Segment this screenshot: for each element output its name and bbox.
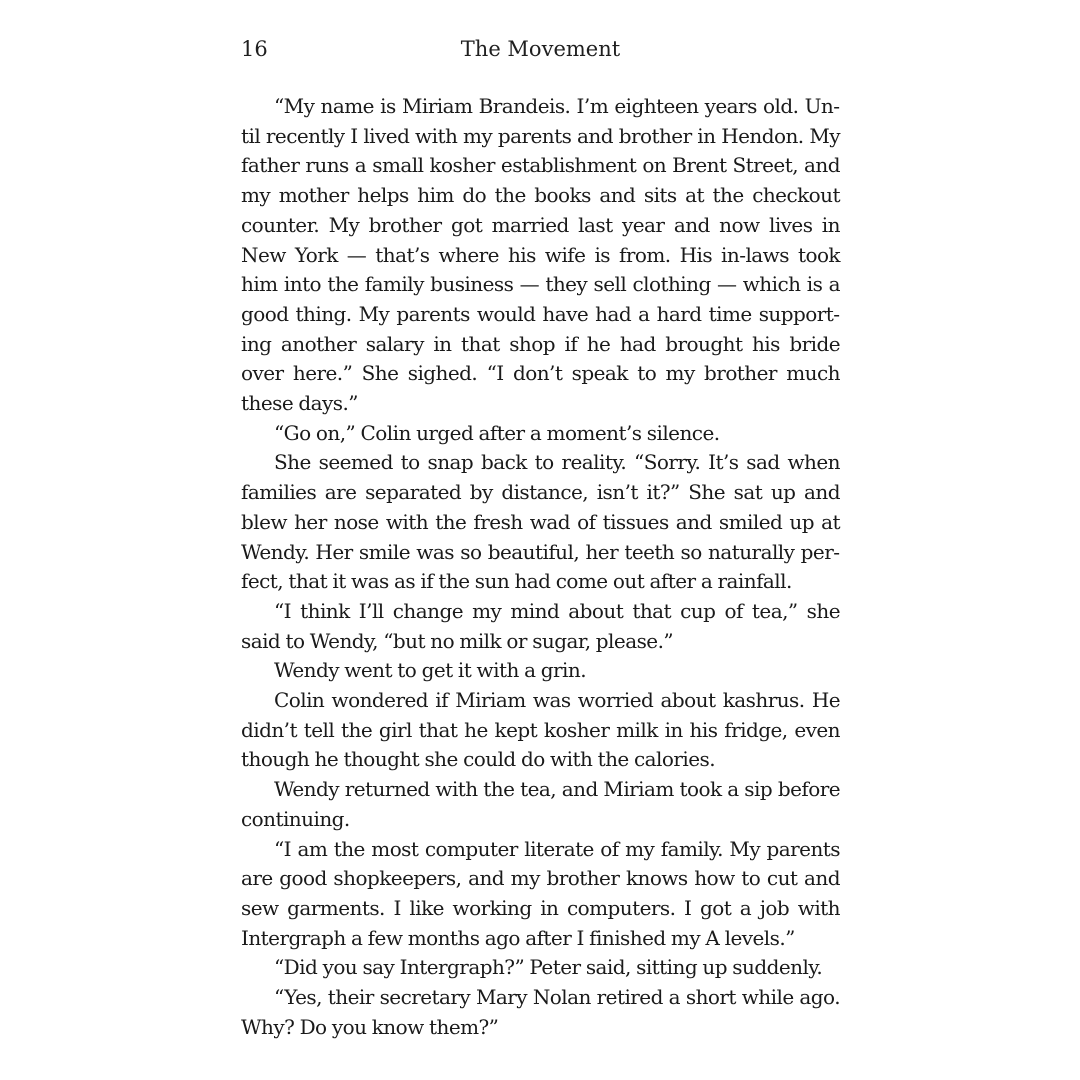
paragraph: “Yes, their secretary Mary Nolan retired a short while ago. Why? Do you know them?” (241, 985, 840, 1039)
paragraph: She seemed to snap back to reality. “Sorry. It’s sad when families are separated by distance, isn’t it?” She sat up and blew her nose with the fresh wad of tissues and smiled up at Wendy. Her smile was so beautiful, her teeth so naturally perfect, that it was as if the sun had come out after a rainfall. (241, 450, 840, 594)
body-text (241, 92, 840, 1043)
paragraph: “I think I’ll change my mind about that cup of tea,” she said to Wendy, “but no milk or sugar, please.” (241, 598, 840, 653)
paragraph: “Did you say Intergraph?” Peter said, sitting up suddenly. (274, 955, 823, 980)
paragraph: “I am the most computer literate of my family. My parents are good shopkeepers, and my brother knows how to cut and sew garments. I like working in computers. I got a job with Intergraph a few months ago after I finished my A levels.” (241, 836, 840, 950)
paragraph: Wendy returned with the tea, and Miriam took a sip before continuing. (241, 777, 840, 831)
running-title: The Movement (460, 37, 621, 61)
paragraph: Colin wondered if Miriam was worried about kashrus. He didn’t tell the girl that he kept kosher milk in his fridge, even though he thought she could do with the calories. (241, 688, 840, 772)
page-number: 16 (241, 37, 268, 61)
paragraph: Wendy went to get it with a grin. (274, 658, 587, 683)
running-head (241, 32, 840, 68)
paragraph: “Go on,” Colin urged after a moment’s silence. (274, 420, 720, 445)
paragraph: “My name is Miriam Brandeis. I’m eighteen years old. Until recently I lived with my parents and brother in Hendon. My father runs a small kosher establishment on Brent Street, and my mother helps him do the books and sits at the checkout counter. My brother got married last year and now lives in New York — that’s where his wife is from. His in-laws took him into the family business — they sell clothing — which is a good thing. My parents would have had a hard time supporting another salary in that shop if he had brought his bride over here.” She sighed. “I don’t speak to my brother much these days.” (241, 94, 840, 416)
